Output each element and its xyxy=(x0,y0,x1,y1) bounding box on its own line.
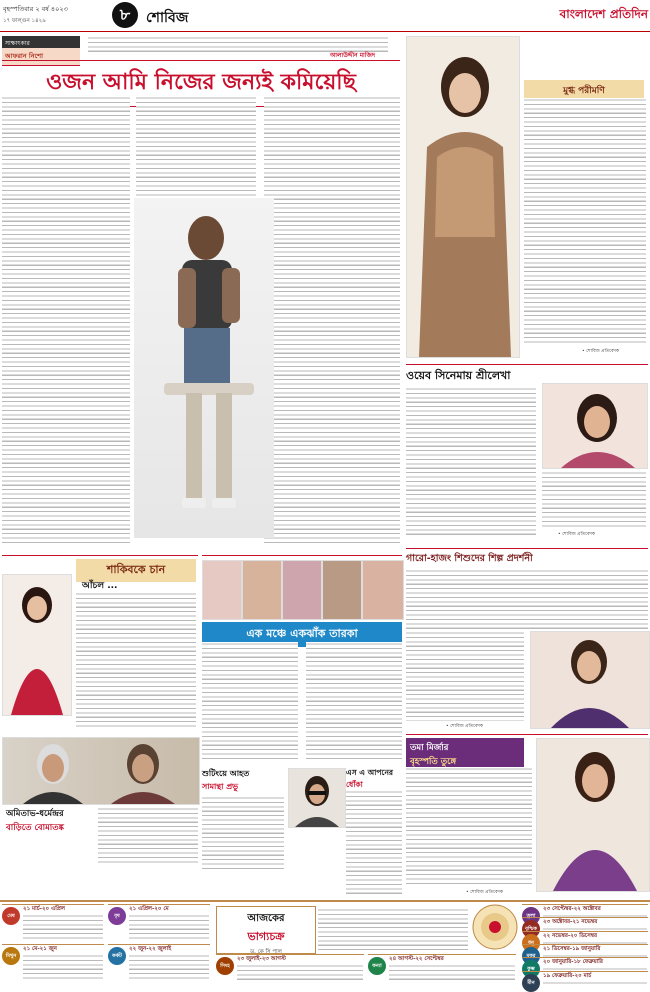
rashi-cell xyxy=(108,944,210,983)
tama-story xyxy=(406,734,648,897)
saapon-text xyxy=(346,790,402,894)
amitabh-story xyxy=(2,737,198,867)
lead-headline: ওজন আমি নিজের জন্যই কমিয়েছি xyxy=(2,60,400,107)
porimoni-credit: • শোবিজ প্রতিবেদক xyxy=(582,349,619,354)
porimoni-photo xyxy=(406,36,520,358)
zodiac-sign-range: ১৯ ফেব্রুয়ারি-২০ মার্চ xyxy=(543,972,592,979)
zodiac-sign-icon: মেষ xyxy=(2,907,20,925)
prabhu-text xyxy=(202,796,284,870)
masthead-rule xyxy=(0,31,650,32)
srilekha-text-2 xyxy=(542,471,646,529)
garo-photo xyxy=(530,631,650,729)
prabhu-story xyxy=(202,768,284,868)
zodiac-wheel xyxy=(472,904,518,950)
zodiac-sign-text xyxy=(237,964,363,981)
amitabh-photo xyxy=(2,737,200,805)
srilekha-story xyxy=(406,364,648,545)
lead-byline: আলাউদ্দীন মাজিদ xyxy=(330,52,376,59)
horoscope-title-2: ভাগ্যচক্র xyxy=(247,930,285,943)
zodiac-sign-icon: মীন xyxy=(522,974,540,992)
right-signs-column xyxy=(522,904,648,984)
porimoni-headline: মুগ্ধ পরীমণি xyxy=(524,80,644,101)
amitabh-headline-box xyxy=(6,807,96,835)
amitabh-headline-1: অমিতাভ-ধর্মেন্দ্রর xyxy=(6,809,64,819)
garo-text-2 xyxy=(406,631,524,721)
tama-photo xyxy=(536,738,650,892)
shakib-story xyxy=(2,555,198,734)
porimoni-story xyxy=(406,36,648,361)
horoscope-title-1: আজকের xyxy=(247,913,285,924)
paper-logo: বাংলাদেশ প্রতিদিন xyxy=(559,7,648,21)
saapon-headline-box xyxy=(346,768,402,792)
zodiac-sign-range: ২০ জানুয়ারি-১৮ ফেব্রুয়ারি xyxy=(543,959,603,966)
zodiac-sign-range: ২৪ আগস্ট-২২ সেপ্টেম্বর xyxy=(389,956,444,962)
star-photo-2 xyxy=(242,560,282,620)
lead-photo xyxy=(134,198,274,538)
horoscope-section xyxy=(0,900,650,986)
middle-signs-row xyxy=(216,954,518,984)
tama-text xyxy=(406,767,532,887)
horoscope-title-box xyxy=(216,906,316,954)
date-line xyxy=(3,4,113,26)
srilekha-headline: ওয়েব সিনেমায় শ্রীলেখা xyxy=(406,369,511,382)
zodiac-sign-icon: মিথুন xyxy=(2,947,20,965)
stars-story xyxy=(202,555,402,766)
zodiac-sign-range: ২১ ডিসেম্বর-১৯ জানুয়ারি xyxy=(543,945,601,952)
zodiac-sign-range: ২৩ অক্টোবর-২১ নভেম্বর xyxy=(543,919,598,926)
zodiac-sign-icon: কন্যা xyxy=(368,957,386,975)
zodiac-sign-range: ২৩ সেপ্টেম্বর-২২ অক্টোবর xyxy=(543,906,601,912)
tama-headline-2: বৃহস্পতি তুঙ্গে xyxy=(410,757,457,767)
rashi-cell xyxy=(522,904,648,918)
horoscope-intro xyxy=(318,908,468,950)
left-signs-column xyxy=(2,904,212,984)
porimoni-text xyxy=(524,98,646,346)
page-number-badge xyxy=(112,2,138,28)
srilekha-text-1 xyxy=(406,387,536,537)
garo-text-1 xyxy=(406,569,648,629)
shakib-photo xyxy=(2,574,72,716)
zodiac-sign-range: ২১ মার্চ-২০ এপ্রিল xyxy=(23,906,65,912)
zodiac-sign-icon: বৃষ xyxy=(108,907,126,925)
zodiac-sign-text xyxy=(389,964,515,981)
rashi-cell xyxy=(522,917,648,931)
srilekha-credit: • শোবিজ প্রতিবেদক xyxy=(558,532,595,537)
zodiac-sign-text xyxy=(129,914,209,941)
date-line-2: ১৭ ফাল্গুন ১৪২৯ xyxy=(3,18,46,24)
zodiac-sign-icon: কর্কট xyxy=(108,947,126,965)
rashi-cell xyxy=(216,954,364,983)
saapon-headline-2: ধোঁকা xyxy=(346,780,363,789)
lead-story xyxy=(2,36,400,551)
garo-story xyxy=(406,548,648,729)
stars-text-1 xyxy=(202,642,298,760)
rashi-cell xyxy=(522,971,648,985)
zodiac-sign-text xyxy=(23,914,103,941)
prabhu-headline-1: শুটিংয়ে আহত xyxy=(202,769,250,778)
date-line-1: বৃহস্পতিবার ২ বর্ষ ৪০২৩ xyxy=(3,5,68,13)
horoscope-author: ড. কে সি পাল xyxy=(250,949,282,955)
zodiac-sign-icon: কুম্ভ xyxy=(522,960,540,978)
rashi-cell xyxy=(2,904,104,943)
section-title: শোবিজ xyxy=(146,10,189,26)
rashi-cell xyxy=(522,957,648,971)
star-photo-1 xyxy=(202,560,242,620)
zodiac-sign-icon: ধনু xyxy=(522,934,540,952)
shakib-text xyxy=(76,592,196,730)
rashi-cell xyxy=(2,944,104,983)
rashi-cell xyxy=(108,904,210,943)
saapon-photo xyxy=(288,768,346,828)
zodiac-sign-range: ২৩ জুলাই-২৩ আগস্ট xyxy=(237,956,286,962)
garo-credit: • শোবিজ প্রতিবেদক xyxy=(446,724,483,729)
garo-headline: গারো-হাজং শিশুদের শিল্প প্রদর্শনী xyxy=(406,553,533,564)
zodiac-sign-range: ২১ মে-২১ জুন xyxy=(23,946,57,952)
saapon-story xyxy=(288,768,402,898)
prabhu-headline-2: সামান্থা প্রভু xyxy=(202,782,239,791)
zodiac-sign-icon: সিংহ xyxy=(216,957,234,975)
tama-credit: • শোবিজ প্রতিবেদক xyxy=(466,890,503,895)
shakib-subhead: আঁচল ... xyxy=(82,581,118,591)
lead-column-2 xyxy=(136,96,256,196)
stars-text-2 xyxy=(306,642,402,760)
stars-headline: এক মঞ্চে একঝাঁক তারকা xyxy=(202,622,402,647)
rashi-cell xyxy=(522,944,648,958)
lead-column-1 xyxy=(2,96,130,546)
zodiac-sign-range: ২১ এপ্রিল-২০ মে xyxy=(129,906,169,912)
tama-headline-1: তমা মির্জার xyxy=(410,743,449,753)
rashi-cell xyxy=(522,931,648,945)
srilekha-photo xyxy=(542,383,648,469)
zodiac-sign-text xyxy=(23,954,103,981)
rashi-cell xyxy=(368,954,516,983)
lead-label-text: সাক্ষাৎকার xyxy=(5,40,30,47)
zodiac-sign-range: ২২ জুন-২২ জুলাই xyxy=(129,946,172,952)
lead-author: আফরান নিশো xyxy=(5,52,44,60)
zodiac-sign-icon: তুলা xyxy=(522,907,540,925)
star-photo-4 xyxy=(322,560,362,620)
page-number: ৮ xyxy=(119,5,131,24)
zodiac-sign-icon: বৃশ্চিক xyxy=(522,920,540,938)
star-photo-3 xyxy=(282,560,322,620)
zodiac-sign-range: ২২ নভেম্বর-২০ ডিসেম্বর xyxy=(543,932,598,939)
stars-photo-strip xyxy=(202,560,402,618)
star-photo-5 xyxy=(362,560,404,620)
saapon-headline-1: এস এ আপনের xyxy=(346,768,394,777)
zodiac-sign-text xyxy=(129,954,209,981)
lead-column-3 xyxy=(264,96,400,546)
shakib-headline: শাকিবকে চান xyxy=(76,559,196,582)
zodiac-sign-icon: মকর xyxy=(522,947,540,965)
amitabh-headline-2: বাড়িতে বোমাতঙ্ক xyxy=(6,823,64,833)
amitabh-text xyxy=(98,807,198,863)
